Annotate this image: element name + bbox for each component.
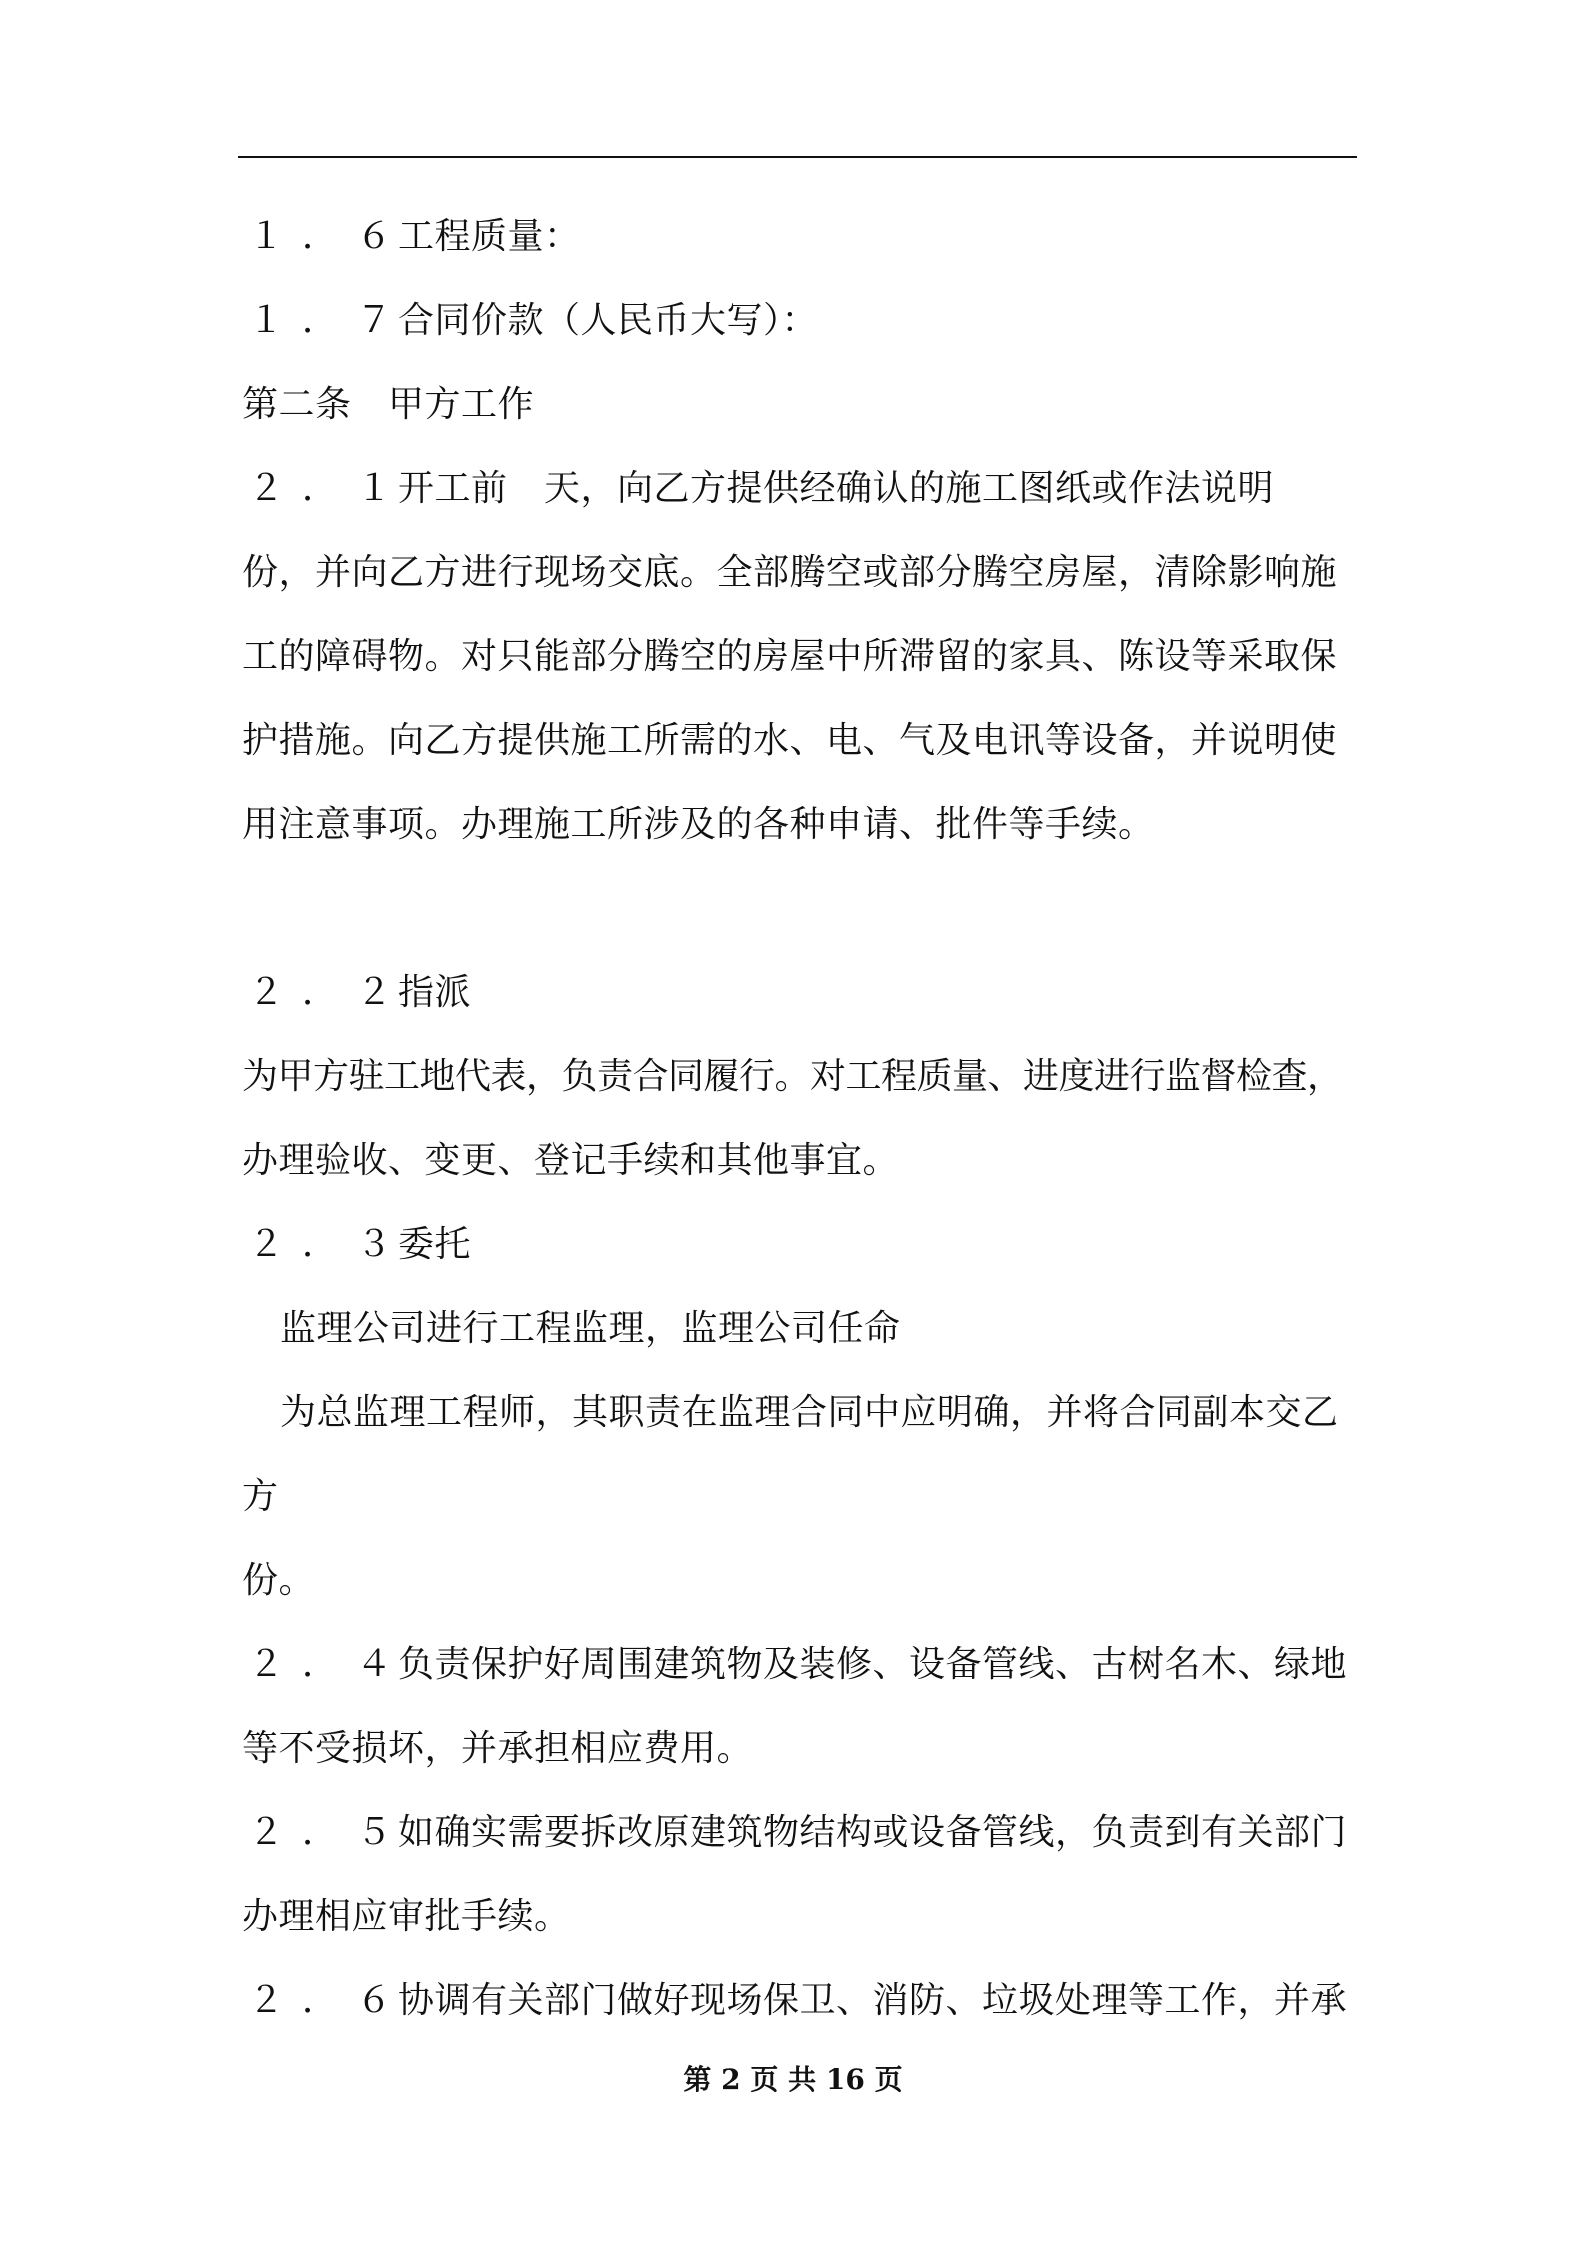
clause-number: ２．５ [248, 1812, 411, 1853]
paragraph-text: 份。 [242, 1560, 316, 1601]
clause-number: ２．１ [248, 468, 411, 509]
paragraph-line [242, 1539, 1357, 1623]
clause-2-4 [242, 1623, 1357, 1707]
paragraph-text: 为总监理工程师，其职责在监理合同中应明确，并将合同副本交乙 [280, 1392, 1339, 1433]
document-body [242, 195, 1357, 2043]
clause-text: 负责保护好周围建筑物及装修、设备管线、古树名木、绿地 [398, 1644, 1348, 1685]
clause-text: 委托 [398, 1224, 472, 1265]
paragraph-text: 份，并向乙方进行现场交底。全部腾空或部分腾空房屋，清除影响施 [242, 552, 1338, 593]
clause-text: 开工前 天，向乙方提供经确认的施工图纸或作法说明 [398, 468, 1275, 509]
clause-text: 工程质量： [398, 216, 581, 257]
paragraph-line [242, 1875, 1357, 1959]
clause-2-2 [242, 951, 1357, 1035]
clause-number: １．７ [248, 300, 411, 341]
clause-text: 协调有关部门做好现场保卫、消防、垃圾处理等工作，并承 [398, 1980, 1348, 2021]
paragraph-line [242, 531, 1357, 615]
clause-1-6 [242, 195, 1357, 279]
clause-number: ２．６ [248, 1980, 411, 2021]
clause-number: ２．４ [248, 1644, 411, 1685]
clause-number: ２．３ [248, 1224, 411, 1265]
paragraph-line [242, 1119, 1357, 1203]
clause-2-1 [242, 447, 1357, 531]
clause-2-6 [242, 1959, 1357, 2043]
paragraph-text: 为甲方驻工地代表，负责合同履行。对工程质量、进度进行监督检查， [242, 1056, 1343, 1097]
clause-2-3 [242, 1203, 1357, 1287]
paragraph-text: 等不受损坏，并承担相应费用。 [242, 1728, 754, 1769]
paragraph-text: 护措施。向乙方提供施工所需的水、电、气及电讯等设备，并说明使 [242, 720, 1338, 761]
clause-number: １．６ [248, 216, 411, 257]
page-number-footer: 第 2 页 共 16 页 [683, 2063, 903, 2096]
clause-text: 指派 [398, 972, 472, 1013]
paragraph-line [242, 1455, 1357, 1539]
paragraph-line [242, 1287, 1357, 1371]
clause-text: 合同价款（人民币大写）： [398, 300, 819, 341]
clause-2-5 [242, 1791, 1357, 1875]
paragraph-text: 监理公司进行工程监理，监理公司任命 [280, 1308, 901, 1349]
header-divider [238, 156, 1357, 158]
paragraph-line [242, 783, 1357, 867]
clause-text: 如确实需要拆改原建筑物结构或设备管线，负责到有关部门 [398, 1812, 1348, 1853]
paragraph-text: 工的障碍物。对只能部分腾空的房屋中所滞留的家具、陈设等采取保 [242, 636, 1338, 677]
paragraph-line [242, 1035, 1357, 1119]
paragraph-line [242, 699, 1357, 783]
paragraph-line [242, 1371, 1357, 1455]
clause-number: ２．２ [248, 972, 411, 1013]
paragraph-line [242, 1707, 1357, 1791]
paragraph-text: 办理验收、变更、登记手续和其他事宜。 [242, 1140, 900, 1181]
paragraph-text: 办理相应审批手续。 [242, 1896, 571, 1937]
article-2-heading [242, 363, 1357, 447]
clause-1-7 [242, 279, 1357, 363]
paragraph-line [242, 615, 1357, 699]
blank-line [242, 867, 1357, 951]
article-heading: 第二条 甲方工作 [242, 384, 535, 425]
paragraph-text: 方 [242, 1476, 279, 1517]
paragraph-text: 用注意事项。办理施工所涉及的各种申请、批件等手续。 [242, 804, 1155, 845]
